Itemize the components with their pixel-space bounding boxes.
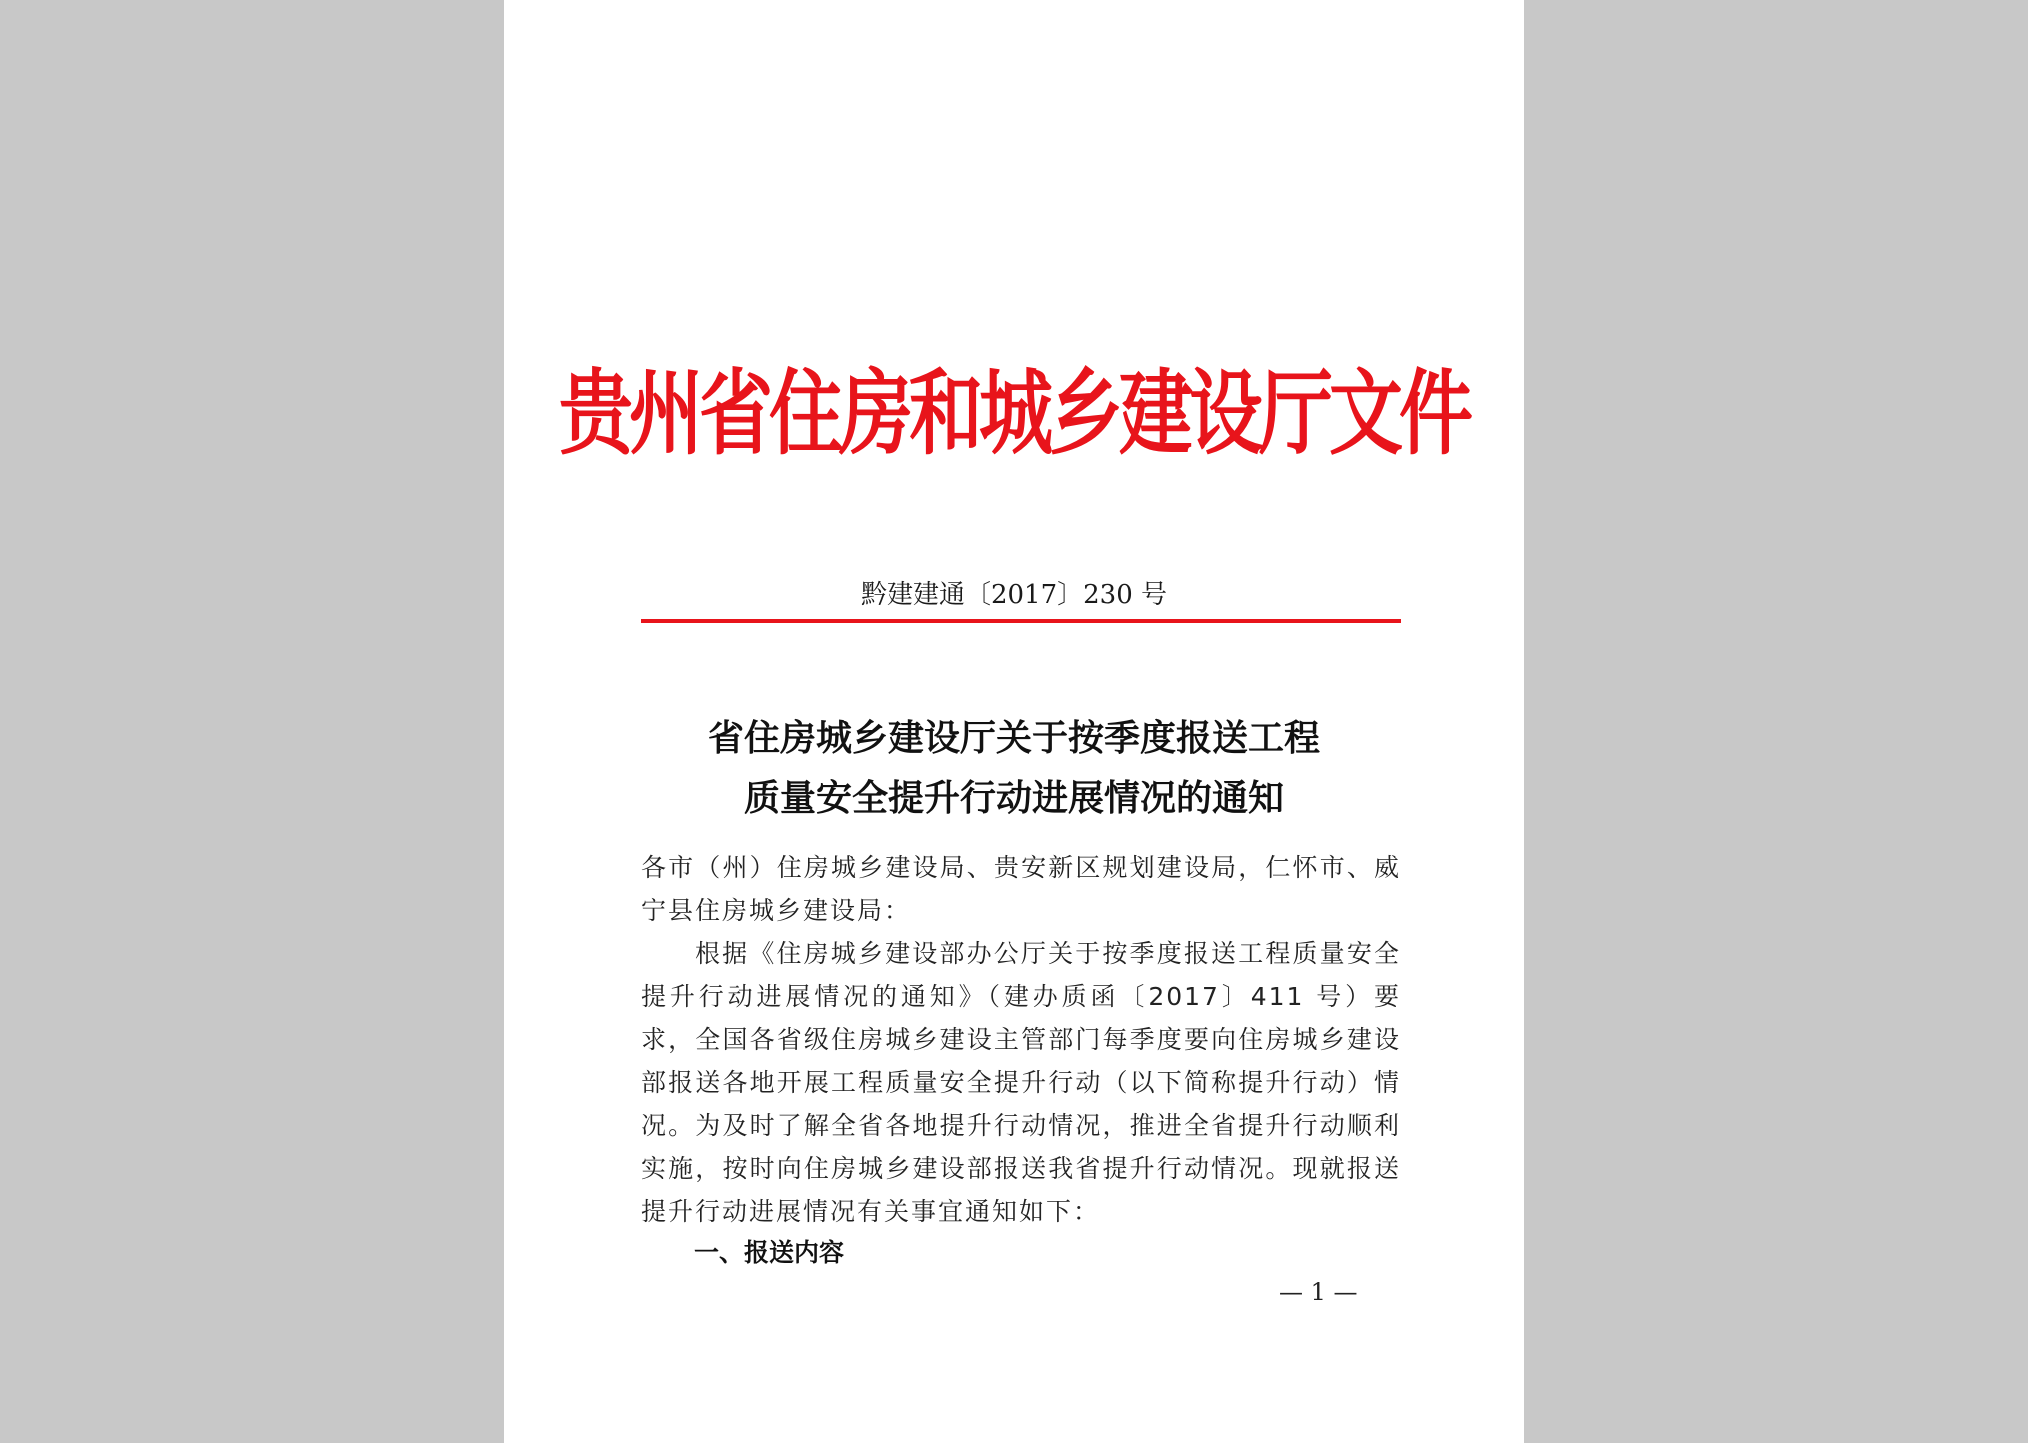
header-title: 贵州省住房和城乡建设厅文件 [559, 360, 1469, 468]
notice-title-line-1: 省住房城乡建设厅关于按季度报送工程 [707, 717, 1320, 759]
red-divider [641, 619, 1401, 623]
body-text [641, 846, 1401, 1233]
paragraph-1: 根据《住房城乡建设部办公厅关于按季度报送工程质量安全提升行动进展情况的通知》（建办质函〔2017〕411 号）要求，全国各省级住房城乡建设主管部门每季度要向住房城乡建设部报送各地开展工程质量安全提升行动（以下简称提升行动）情况。为及时了解全省各地提升行动情况，推进全省提升行动顺利实施，按时向住房城乡建设部报送我省提升行动情况。现就报送提升行动进展情况有关事宜通知如下： [641, 939, 1401, 1226]
document-number: 黔建建通〔2017〕230 号 [860, 580, 1168, 610]
notice-title-line-2: 质量安全提升行动进展情况的通知 [743, 777, 1284, 819]
page-number: — 1 — [1279, 1278, 1358, 1306]
addressee: 各市（州）住房城乡建设局、贵安新区规划建设局，仁怀市、威宁县住房城乡建设局： [641, 853, 1401, 925]
section-1-heading: 一、报送内容 [694, 1238, 845, 1267]
notice-title [504, 708, 1524, 828]
document-page [504, 0, 1524, 1443]
